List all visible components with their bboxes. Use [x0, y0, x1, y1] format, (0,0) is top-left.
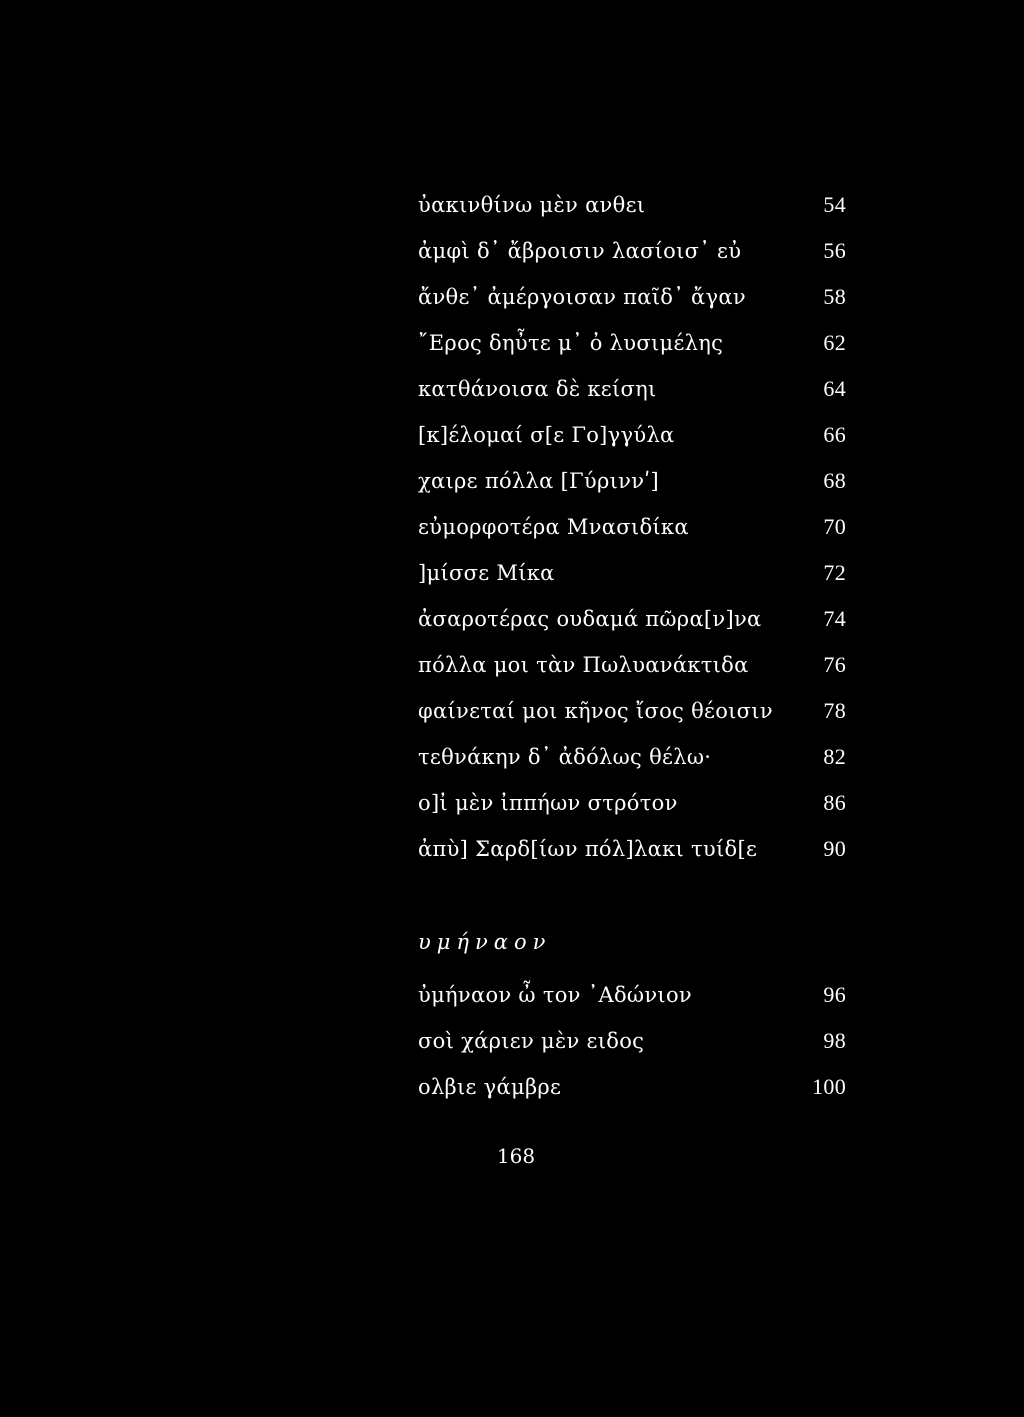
index-entry — [418, 236, 846, 282]
index-entry — [418, 604, 846, 650]
entry-number: 100 — [812, 1074, 846, 1099]
entry-incipit: ολβιε γάμβρε — [418, 1075, 562, 1099]
entry-incipit: ῎Ερος δηὖτε μ᾽ ὀ λυσιμέλης — [418, 331, 724, 355]
index-entry — [418, 1026, 846, 1072]
entry-number: 86 — [823, 790, 846, 815]
index-entry — [418, 834, 846, 880]
entry-incipit: κατθάνοισα δὲ κείσηι — [418, 377, 657, 401]
index-entry — [418, 282, 846, 328]
entry-number: 96 — [823, 982, 846, 1007]
entry-number: 74 — [823, 606, 846, 631]
entry-incipit: ]μίσσε Μίκα — [418, 561, 555, 585]
entry-incipit: ο]ἰ μὲν ἰππήων στρότον — [418, 791, 678, 815]
entry-incipit: εὐμορφοτέρα Μνασιδίκα — [418, 515, 689, 539]
index-entry — [418, 980, 846, 1026]
index-entry — [418, 696, 846, 742]
entry-incipit: ἀσαροτέρας ουδαμά πῶρα[ν]να — [418, 607, 762, 631]
entry-number: 70 — [823, 514, 846, 539]
index-entry — [418, 788, 846, 834]
index-entry — [418, 374, 846, 420]
entry-incipit: ὐακινθίνω μὲν ανθει — [418, 193, 646, 217]
index-entry — [418, 466, 846, 512]
entry-incipit: φαίνεταί μοι κῆνος ἴσος θέοισιν — [418, 699, 773, 723]
entry-number: 58 — [823, 284, 846, 309]
entry-number: 66 — [823, 422, 846, 447]
index-entry — [418, 1072, 846, 1118]
entry-number: 68 — [823, 468, 846, 493]
entry-number: 62 — [823, 330, 846, 355]
entry-incipit: ὐμήναον ὦ τον ᾽Αδώνιον — [418, 983, 692, 1007]
index-entry — [418, 420, 846, 466]
entry-incipit: ἀμφὶ δ᾽ ἄβροισιν λασίοισ᾽ εὐ — [418, 239, 742, 263]
entry-incipit: χαιρε πόλλα [Γύριννʹ] — [418, 469, 659, 493]
entry-number: 76 — [823, 652, 846, 677]
index-entry — [418, 512, 846, 558]
entry-number: 72 — [823, 560, 846, 585]
entry-incipit: πόλλα μοι τὰν Πωλυανάκτιδα — [418, 653, 749, 677]
entry-number: 78 — [823, 698, 846, 723]
entry-number: 54 — [823, 192, 846, 217]
entry-incipit: ἄνθε᾽ ἀμέργοισαν παῖδ᾽ ἄγαν — [418, 285, 746, 309]
page-number: 168 — [496, 1144, 536, 1168]
entry-incipit: σοὶ χάριεν μὲν ειδος — [418, 1029, 645, 1053]
entry-number: 82 — [823, 744, 846, 769]
index-entry — [418, 190, 846, 236]
entry-number: 56 — [823, 238, 846, 263]
entry-number: 64 — [823, 376, 846, 401]
section-heading: υμήναον — [418, 930, 552, 954]
entry-incipit: τεθνάκην δ᾽ ἀδόλως θέλω· — [418, 745, 712, 769]
entry-number: 90 — [823, 836, 846, 861]
index-list-main — [418, 190, 846, 880]
index-entry — [418, 328, 846, 374]
entry-incipit: ἀπὺ] Σαρδ[ίων πόλ]λακι τυίδ[ε — [418, 837, 758, 861]
index-entry — [418, 558, 846, 604]
entry-incipit: [κ]έλομαί σ[ε Γο]γγύλα — [418, 423, 675, 447]
entry-number: 98 — [823, 1028, 846, 1053]
index-entry — [418, 742, 846, 788]
index-entry — [418, 650, 846, 696]
index-list-hymenaeus — [418, 980, 846, 1118]
